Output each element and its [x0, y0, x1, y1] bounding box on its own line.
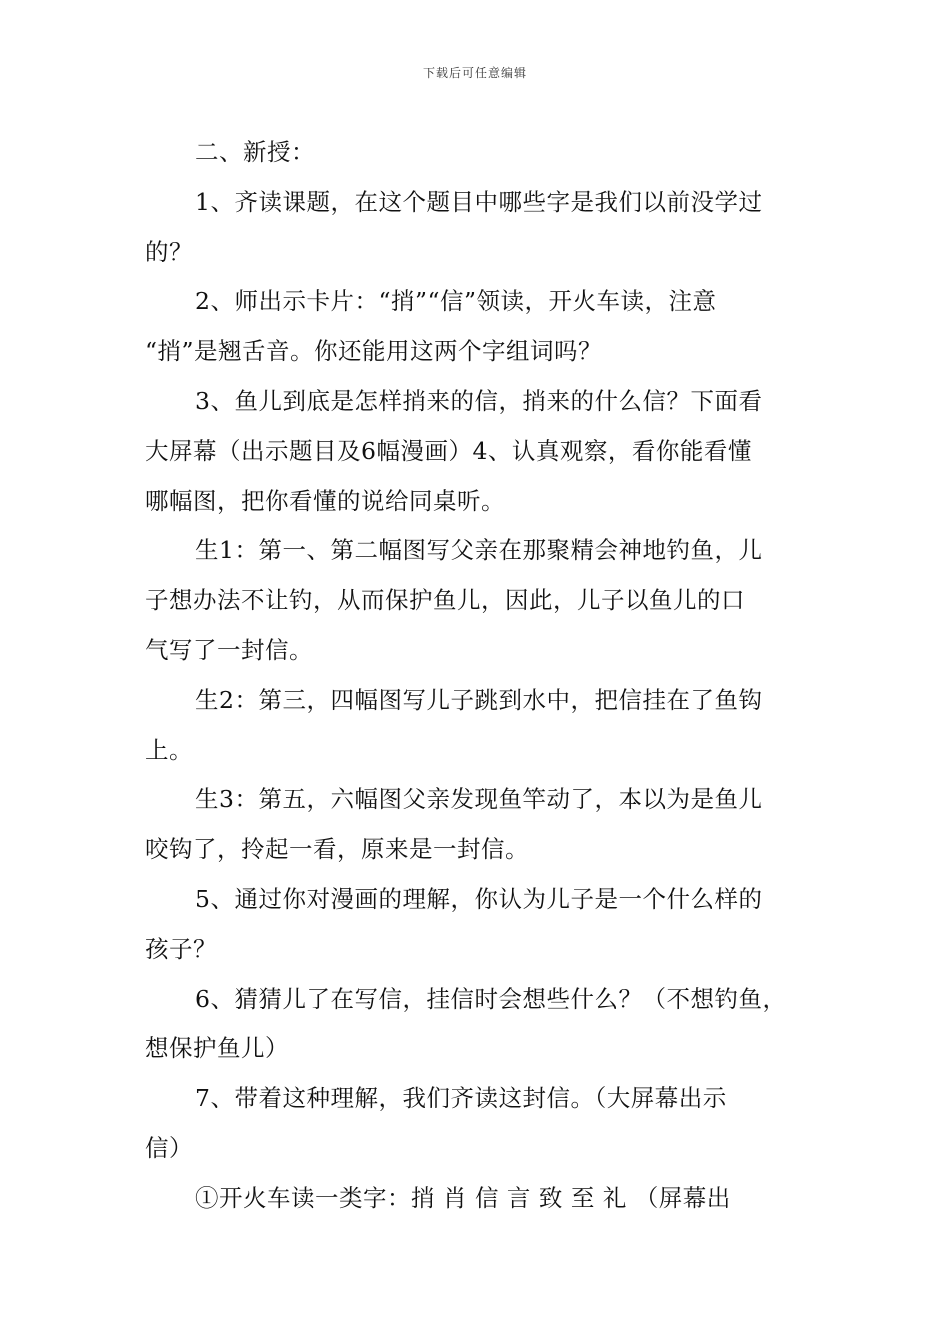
- text-line: 6、猜猜儿了在写信，挂信时会想些什么？（不想钓鱼，: [195, 984, 787, 1013]
- text-line: 信）: [145, 1133, 193, 1162]
- text-line: 1、齐读课题，在这个题目中哪些字是我们以前没学过: [195, 187, 763, 216]
- page-header: 下载后可任意编辑: [422, 66, 527, 80]
- text-line: 想保护鱼儿）: [145, 1034, 289, 1063]
- text-line: 3、鱼儿到底是怎样捎来的信，捎来的什么信？下面看: [195, 386, 763, 415]
- text-line: 气写了一封信。: [145, 635, 313, 664]
- text-line: 哪幅图，把你看懂的说给同桌听。: [145, 486, 505, 515]
- text-line: 生2：第三，四幅图写儿子跳到水中，把信挂在了鱼钩: [195, 685, 763, 714]
- text-line: 7、带着这种理解，我们齐读这封信。（大屏幕出示: [195, 1084, 727, 1113]
- text-line: 上。: [145, 735, 193, 764]
- text-line: 孩子？: [145, 934, 217, 963]
- text-line: 的？: [145, 237, 193, 266]
- text-line: “捎”是翘舌音。你还能用这两个字组词吗？: [145, 337, 603, 366]
- text-line: 子想办法不让钓，从而保护鱼儿，因此，儿子以鱼儿的口: [145, 586, 745, 615]
- document-body: [145, 128, 809, 1224]
- text-line: 2、师出示卡片：“捎”“信”领读，开火车读，注意: [195, 287, 717, 316]
- text-line: 咬钩了，拎起一看，原来是一封信。: [145, 835, 529, 864]
- text-line: 二、新授：: [195, 138, 315, 166]
- text-line: 5、通过你对漫画的理解，你认为儿子是一个什么样的: [195, 884, 763, 913]
- text-line: ①开火车读一类字：捎 肖 信 言 致 至 礼 （屏幕出: [195, 1183, 731, 1212]
- text-line: 生3：第五，六幅图父亲发现鱼竿动了，本以为是鱼儿: [195, 785, 763, 814]
- text-line: 生1：第一、第二幅图写父亲在那聚精会神地钓鱼，儿: [195, 536, 763, 565]
- text-line: 大屏幕（出示题目及6幅漫画）4、认真观察，看你能看懂: [145, 436, 752, 465]
